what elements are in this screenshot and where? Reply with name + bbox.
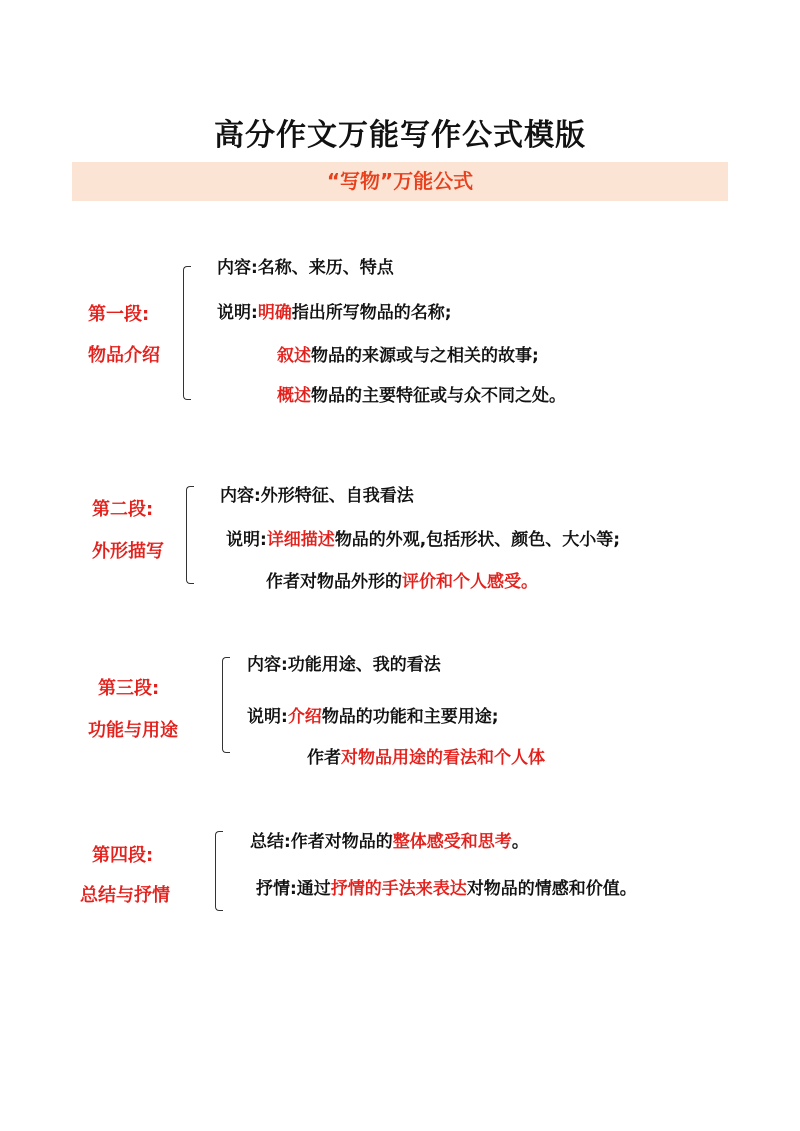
body-text: 内容:功能用途、我的看法 — [247, 655, 441, 675]
content-line — [256, 878, 637, 900]
highlight-text: 概述 — [277, 386, 311, 406]
body-text: 物品的来源或与之相关的故事; — [311, 346, 539, 366]
section-title: 物品介绍 — [88, 345, 160, 366]
highlight-text: 整体感受和思考 — [392, 832, 512, 852]
body-text: 。 — [511, 832, 529, 852]
content-line — [277, 345, 539, 367]
highlight-text: 明确 — [257, 303, 292, 323]
bracket — [215, 831, 223, 911]
highlight-text: 抒情的手法来表达 — [330, 879, 467, 899]
bracket — [183, 266, 191, 400]
content-line — [247, 706, 499, 728]
bracket — [222, 657, 230, 753]
section-title: 总结与抒情 — [80, 885, 170, 906]
body-text: 作者 — [307, 748, 341, 768]
body-text: 物品的外观,包括形状、颜色、大小等; — [334, 530, 621, 550]
subtitle: “写物”万能公式 — [326, 169, 474, 193]
content-line — [307, 747, 545, 769]
section-number: 第三段: — [98, 678, 160, 699]
bracket — [186, 486, 194, 584]
body-text: 物品的功能和主要用途; — [321, 707, 499, 727]
highlight-text: 详细描述 — [266, 530, 335, 550]
body-text: 指出所写物品的名称; — [291, 303, 452, 323]
subtitle-banner — [72, 162, 728, 201]
section-title: 外形描写 — [92, 541, 164, 562]
highlight-text: 评价和个人感受。 — [402, 572, 538, 592]
section-number: 第一段: — [88, 304, 150, 325]
section-number: 第二段: — [92, 499, 154, 520]
body-text: 总结:作者对物品的 — [250, 832, 393, 852]
content-line — [226, 529, 620, 551]
body-text: 物品的主要特征或与众不同之处。 — [311, 386, 566, 406]
highlight-text: 对物品用途的看法和个人体 — [341, 748, 545, 768]
body-text: 作者对物品外形的 — [266, 572, 402, 592]
body-text: 抒情:通过 — [256, 879, 331, 899]
highlight-text: 介绍 — [287, 707, 322, 727]
content-line — [217, 302, 452, 324]
page-title: 高分作文万能写作公式模版 — [214, 118, 586, 153]
highlight-text: 叙述 — [277, 346, 311, 366]
body-text: 对物品的情感和价值。 — [466, 879, 637, 899]
body-text: 内容:外形特征、自我看法 — [220, 486, 414, 506]
section-title: 功能与用途 — [88, 720, 178, 741]
body-text: 说明: — [226, 530, 267, 550]
body-text: 说明: — [217, 303, 258, 323]
content-line — [220, 485, 414, 507]
content-line — [217, 257, 394, 279]
content-line — [266, 571, 538, 593]
content-line — [277, 385, 566, 407]
content-line — [250, 831, 529, 853]
body-text: 内容:名称、来历、特点 — [217, 258, 394, 278]
body-text: 说明: — [247, 707, 288, 727]
section-number: 第四段: — [92, 845, 154, 866]
content-line — [247, 654, 441, 676]
